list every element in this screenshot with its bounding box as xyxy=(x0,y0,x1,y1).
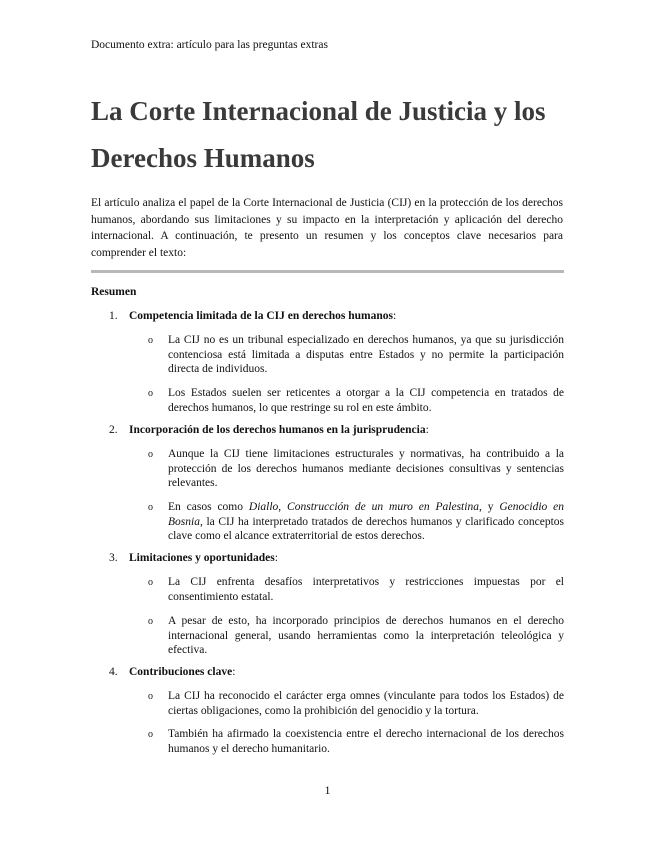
case-name: Genocidio en Bosnia xyxy=(168,501,565,528)
bullet-icon: o xyxy=(148,691,153,702)
bullet-icon: o xyxy=(148,577,153,588)
bullet-text: En casos como Diallo, Construcción de un muro en Palestina, y Genocidio en Bosnia, la CIJ ha interpretado tratados de derechos humanos y clarificado conceptos clave como el alcance extraterritorial de estos derechos. xyxy=(168,501,565,542)
section-4-bullet-1 xyxy=(148,689,564,718)
bullet-text: Los Estados suelen ser reticentes a otorgar a la CIJ competencia en tratados de derechos humanos, lo que restringe su rol en este ámbito. xyxy=(168,387,564,414)
section-1-bullet-2 xyxy=(148,386,564,415)
section-4-bullet-2 xyxy=(148,727,564,756)
section-label: Competencia limitada de la CIJ en derechos humanos: xyxy=(129,310,397,322)
section-label: Incorporación de los derechos humanos en la jurisprudencia: xyxy=(129,424,429,436)
bullet-text: La CIJ ha reconocido el carácter erga omnes (vinculante para todos los Estados) de ciertas obligaciones, como la prohibición del genocidio y la tortura. xyxy=(168,690,564,717)
section-number: 1. xyxy=(109,310,118,322)
case-name: Construcción de un muro en Palestina xyxy=(287,501,479,513)
intro-paragraph: El artículo analiza el papel de la Corte Internacional de Justicia (CIJ) en la protección de los derechos humanos, abordando sus limitaciones y su impacto en la interpretación y aplicación del derecho internacional. A continuación, te presento un resumen y los conceptos clave necesarios para comprender el texto: xyxy=(91,197,563,259)
bullet-icon: o xyxy=(148,335,153,346)
bullet-text: La CIJ enfrenta desafíos interpretativos y restricciones impuestas por el consentimiento estatal. xyxy=(168,576,564,603)
page-title: La Corte Internacional de Justicia y los Derechos Humanos xyxy=(91,96,546,173)
bullet-icon: o xyxy=(148,449,153,460)
section-number: 3. xyxy=(109,552,118,564)
bullet-text: Aunque la CIJ tiene limitaciones estructurales y normativas, ha contribuido a la protección de los derechos humanos mediante decisiones consultivas y sentencias relevantes. xyxy=(168,448,564,489)
bullet-text: A pesar de esto, ha incorporado principios de derechos humanos en el derecho internacional general, usando herramientas como la interpretación teleológica y efectiva. xyxy=(168,615,564,656)
section-3-bullet-1 xyxy=(148,575,564,604)
horizontal-rule xyxy=(91,270,564,273)
summary-heading: Resumen xyxy=(91,286,137,298)
section-2-bullet-2 xyxy=(148,500,564,544)
section-2-bullet-1 xyxy=(148,447,564,491)
bullet-text: La CIJ no es un tribunal especializado en derechos humanos, ya que su jurisdicción contenciosa está limitada a disputas entre Estados y no permite la participación directa de individuos. xyxy=(168,334,564,375)
bullet-icon: o xyxy=(148,616,153,627)
section-1-bullet-1 xyxy=(148,333,564,377)
section-number: 4. xyxy=(109,666,118,678)
section-3-bullet-2 xyxy=(148,614,564,658)
document-header: Documento extra: artículo para las preguntas extras xyxy=(91,39,328,51)
bullet-icon: o xyxy=(148,502,153,513)
section-label: Contribuciones clave: xyxy=(129,666,236,678)
page-number: 1 xyxy=(324,783,331,797)
section-label: Limitaciones y oportunidades: xyxy=(129,552,278,564)
bullet-icon: o xyxy=(148,729,153,740)
bullet-text: También ha afirmado la coexistencia entre el derecho internacional de los derechos humanos y el derecho humanitario. xyxy=(168,728,564,755)
section-number: 2. xyxy=(109,424,118,436)
case-name: Diallo xyxy=(248,501,279,513)
bullet-icon: o xyxy=(148,388,153,399)
